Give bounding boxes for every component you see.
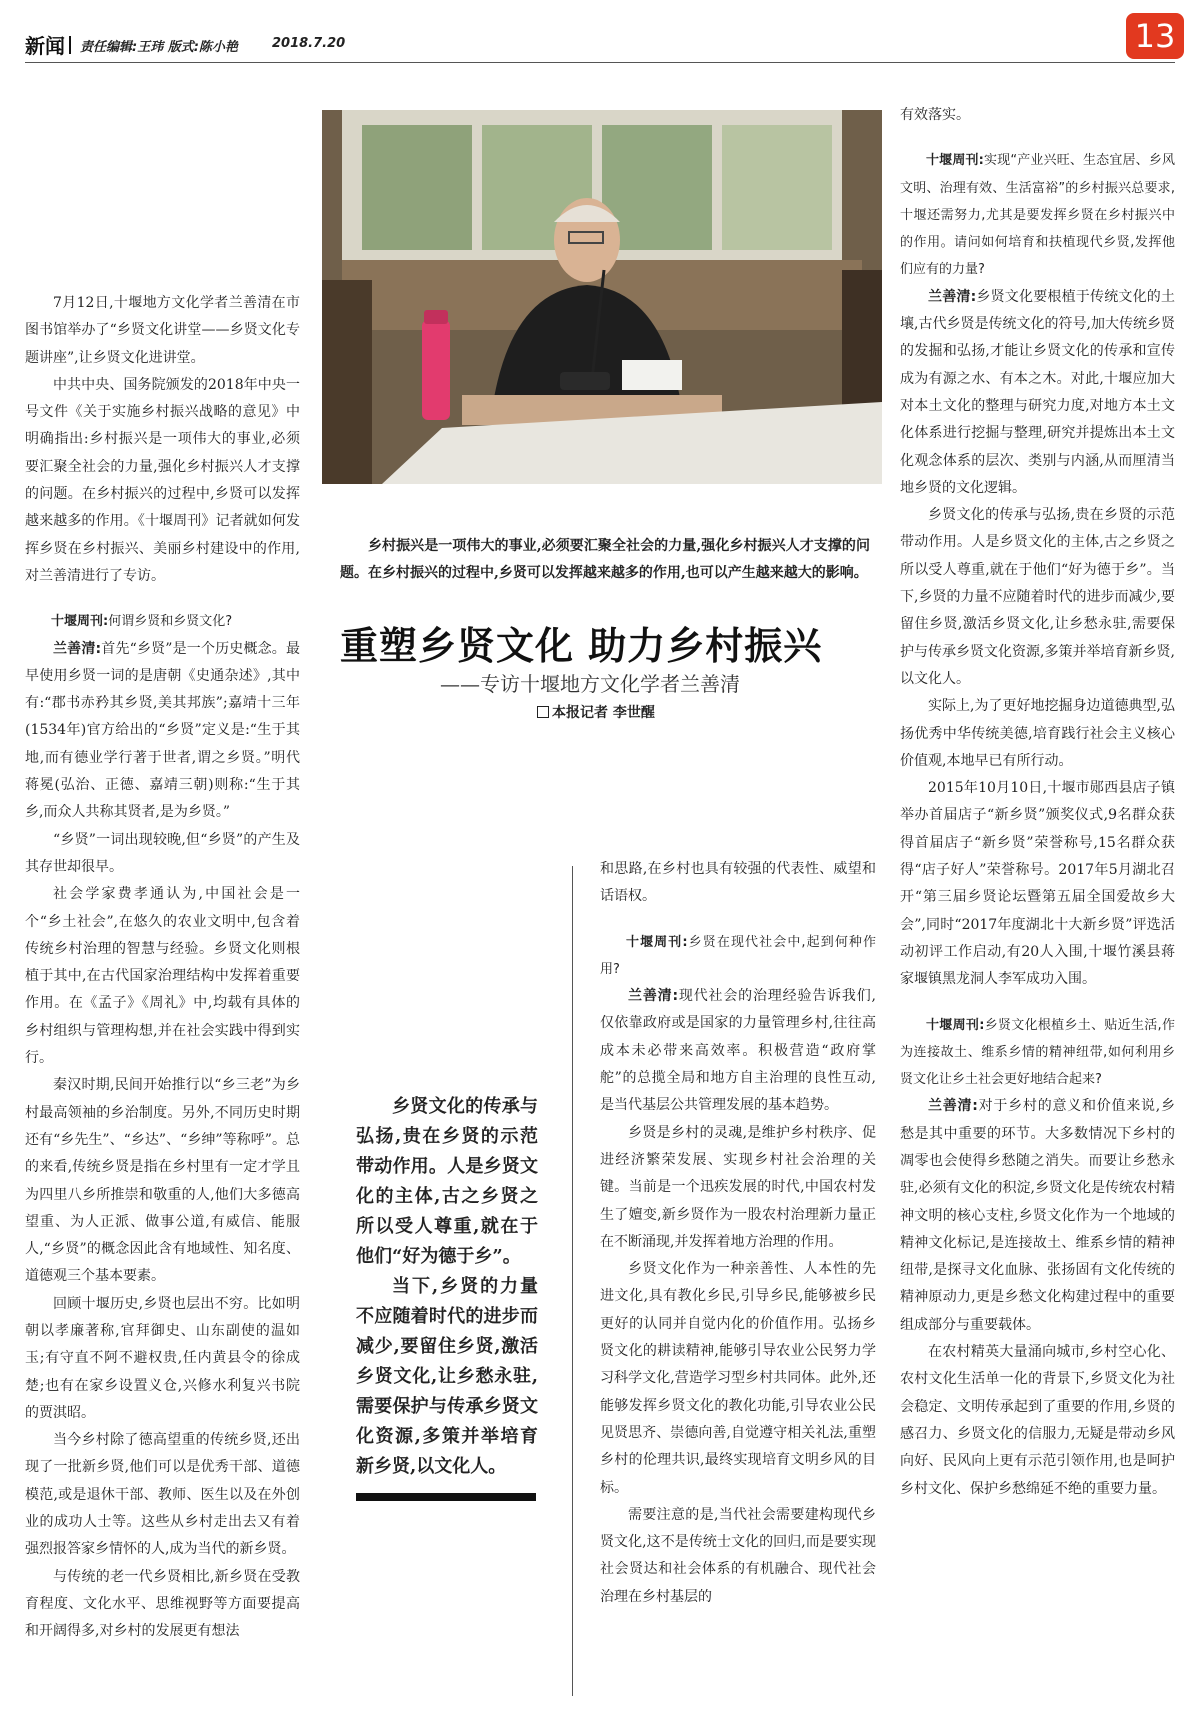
- interview-answer: [600, 983, 876, 1119]
- interview-question: [25, 608, 300, 635]
- section-name: 新闻: [25, 34, 65, 58]
- byline-box-icon: [537, 706, 549, 718]
- issue-date: 2018.7.20: [272, 36, 346, 51]
- column-divider: [572, 866, 573, 1696]
- question-text: 乡贤在现代社会中,起到何种作用?: [600, 934, 876, 977]
- question-text: 何谓乡贤和乡贤文化?: [108, 614, 233, 630]
- article-column-1: [25, 290, 300, 1646]
- interview-question: [600, 929, 876, 984]
- question-label: 十堰周刊:: [926, 153, 984, 169]
- byline: [537, 702, 655, 722]
- question-text: 乡贤文化根植乡土、贴近生活,作为连接故土、维系乡情的精神纽带,如何利用乡贤文化让乡土社会更好地结合起来?: [900, 1017, 1175, 1088]
- answer-label: 兰善清:: [928, 1098, 978, 1115]
- article-column-2: [600, 856, 876, 1611]
- question-label: 十堰周刊:: [51, 614, 109, 630]
- article-subtitle: ——专访十堰地方文化学者兰善清: [440, 672, 740, 696]
- answer-label: 兰善清:: [928, 288, 977, 305]
- answer-text: 乡贤文化要根植于传统文化的土壤,古代乡贤是传统文化的符号,加大传统乡贤的发掘和弘扬,才能让乡贤文化的传承和宣传成为有源之水、有本之木。对此,十堰应加大对本土文化的整理与研究力度,对地方本土文化体系进行挖掘与整理,研究并提炼出本土文化观念体系的层次、类别与内涵,从而厘清当地乡贤的文化逻辑。: [900, 288, 1175, 496]
- question-text: 实现“产业兴旺、生态宜居、乡风文明、治理有效、生活富裕”的乡村振兴总要求,十堰还需努力,尤其是要发挥乡贤在乡村振兴中的作用。请问如何培育和扶植现代乡贤,发挥他们应有的力量?: [900, 153, 1175, 278]
- interview-answer: [900, 284, 1175, 502]
- body-paragraph: 乡贤是乡村的灵魂,是维护乡村秩序、促进经济繁荣发展、实现乡村社会治理的关键。当前是一个迅疾发展的时代,中国农村发生了嬗变,新乡贤作为一股农村治理新力量正在不断涌现,并发挥着地方治理的作用。: [600, 1124, 876, 1250]
- pull-quote: [356, 1092, 538, 1482]
- page-number-badge: 13: [1126, 13, 1184, 59]
- interview-question: [900, 147, 1175, 283]
- interview-answer: [900, 1093, 1175, 1339]
- article-column-3: [900, 102, 1175, 1503]
- body-paragraph: 当今乡村除了德高望重的传统乡贤,还出现了一批新乡贤,他们可以是优秀干部、道德模范,或是退休干部、教师、医生以及在外创业的成功人士等。这些从乡村走出去又有着强烈报答家乡情怀的人,成为当代的新乡贤。: [25, 1432, 300, 1558]
- answer-text: 首先“乡贤”是一个历史概念。最早使用乡贤一词的是唐朝《史通杂述》,其中有:“郡书赤矜其乡贤,美其邦族”;嘉靖十三年(1534年)官方给出的“乡贤”定义是:“生于其地,而有德业学行著于世者,谓之乡贤。”明代蒋冕(弘治、正德、嘉靖三朝)则称:“生于其乡,而众人共称其贤者,是为乡贤。”: [25, 640, 300, 821]
- continued-paragraph: 和思路,在乡村也具有较强的代表性、威望和话语权。: [600, 861, 876, 905]
- photo-illustration: [322, 110, 882, 484]
- pull-quote-bar: [356, 1493, 536, 1501]
- body-paragraph: 需要注意的是,当代社会需要建构现代乡贤文化,这不是传统士文化的回归,而是要实现社会贤达和社会体系的有机融合、现代社会治理在乡村基层的: [600, 1506, 876, 1605]
- body-paragraph: 社会学家费孝通认为,中国社会是一个“乡土社会”,在悠久的农业文明中,包含着传统乡村治理的智慧与经验。乡贤文化则根植于其中,在古代国家治理结构中发挥着重要作用。在《孟子》《周礼》中,均载有具体的乡村组织与管理构想,并在社会实践中得到实行。: [25, 886, 300, 1067]
- interview-answer: [25, 636, 300, 827]
- answer-text: 现代社会的治理经验告诉我们,仅依靠政府或是国家的力量管理乡村,往往高成本未必带来高效率。积极营造“政府掌舵”的总揽全局和地方自主治理的良性互动,是当代基层公共管理发展的基本趋势。: [600, 988, 876, 1114]
- byline-text: 本报记者 李世醒: [552, 705, 655, 721]
- body-paragraph: 实际上,为了更好地挖掘身边道德典型,弘扬优秀中华传统美德,培育践行社会主义核心价值观,本地早已有所行动。: [900, 698, 1175, 769]
- pull-quote-paragraph: 乡贤文化的传承与弘扬,贵在乡贤的示范带动作用。人是乡贤文化的主体,古之乡贤之所以受人尊重,就在于他们“好为德于乡”。: [356, 1096, 538, 1267]
- header-divider: [69, 36, 71, 54]
- question-label: 十堰周刊:: [926, 1017, 985, 1033]
- intro-paragraph: 7月12日,十堰地方文化学者兰善清在市图书馆举办了“乡贤文化讲堂——乡贤文化专题讲座”,让乡贤文化进讲堂。: [25, 295, 300, 366]
- article-headline: 重塑乡贤文化 助力乡村振兴: [340, 623, 823, 668]
- answer-text: 对于乡村的意义和价值来说,乡愁是其中重要的环节。大多数情况下乡村的凋零也会使得乡愁随之消失。而要让乡愁永驻,必须有文化的积淀,乡贤文化是传统农村精神文明的核心支柱,乡贤文化作为一个地域的精神文化标记,是连接故土、维系乡情的精神纽带,是探寻文化血脉、张扬固有文化传统的精神原动力,更是乡愁文化构建过程中的重要组成部分与重要载体。: [900, 1098, 1175, 1333]
- body-paragraph: 秦汉时期,民间开始推行以“乡三老”为乡村最高领袖的乡治制度。另外,不同历史时期还有“乡先生”、“乡达”、“乡绅”等称呼”。总的来看,传统乡贤是指在乡村里有一定才学且为四里八乡所推崇和敬重的人,他们大多德高望重、为人正派、做事公道,有威信、能服人,“乡贤”的概念因此含有地域性、知名度、道德观三个基本要素。: [25, 1077, 300, 1285]
- pull-quote-paragraph: 当下,乡贤的力量不应随着时代的进步而减少,要留住乡贤,激活乡贤文化,让乡愁永驻,需要保护与传承乡贤文化资源,多策并举培育新乡贤,以文化人。: [356, 1276, 538, 1477]
- body-paragraph: 与传统的老一代乡贤相比,新乡贤在受教育程度、文化水平、思维视野等方面要提高和开阔得多,对乡村的发展更有想法: [25, 1568, 300, 1640]
- body-paragraph: 回顾十堰历史,乡贤也层出不穷。比如明朝以孝廉著称,官拜御史、山东副使的温如玉;有守直不阿不避权贵,任内黄县令的徐成楚;也有在家乡设置义仓,兴修水利复兴书院的贾淇昭。: [25, 1295, 300, 1421]
- body-paragraph: 乡贤文化的传承与弘扬,贵在乡贤的示范带动作用。人是乡贤文化的主体,古之乡贤之所以受人尊重,就在于他们“好为德于乡”。当下,乡贤的力量不应随着时代的进步而减少,要留住乡贤,激活乡贤文化,让乡愁永驻,需要保护与传承乡贤文化资源,多策并举培育新乡贤,以文化人。: [900, 507, 1175, 687]
- continued-paragraph: 有效落实。: [900, 107, 970, 123]
- answer-label: 兰善清:: [53, 640, 102, 657]
- header-rule: [25, 62, 1175, 63]
- intro-paragraph: 中共中央、国务院颁发的2018年中央一号文件《关于实施乡村振兴战略的意见》中明确指出:乡村振兴是一项伟大的事业,必须要汇聚全社会的力量,强化乡村振兴人才支撑的问题。在乡村振兴的过程中,乡贤可以发挥越来越多的作用。《十堰周刊》记者就如何发挥乡贤在乡村振兴、美丽乡村建设中的作用,对兰善清进行了专访。: [25, 376, 300, 584]
- article-lead: 乡村振兴是一项伟大的事业,必须要汇聚全社会的力量,强化乡村振兴人才支撑的问题。在乡村振兴的过程中,乡贤可以发挥越来越多的作用,也可以产生越来越大的影响。: [340, 538, 870, 581]
- body-paragraph: “乡贤”一词出现较晚,但“乡贤”的产生及其存世却很早。: [25, 831, 300, 875]
- body-paragraph: 乡贤文化作为一种亲善性、人本性的先进文化,具有教化乡民,引导乡民,能够被乡民更好的认同并自觉内化的价值作用。弘扬乡贤文化的耕读精神,能够引导农业公民努力学习科学文化,营造学习型乡村共同体。此外,还能够发挥乡贤文化的教化功能,引导农业公民见贤思齐、崇德向善,自觉遵守相关礼法,重塑乡村的伦理共识,最终实现培育文明乡风的目标。: [600, 1261, 876, 1496]
- answer-label: 兰善清:: [628, 988, 679, 1005]
- interview-photo: [322, 110, 882, 484]
- interview-question: [900, 1012, 1175, 1094]
- editor-credits: 责任编辑:王玮 版式:陈小艳: [80, 40, 238, 55]
- body-paragraph: 2015年10月10日,十堰市郧西县店子镇举办首届店子“新乡贤”颁奖仪式,9名群众获得首届店子“新乡贤”荣誉称号,15名群众获得“店子好人”荣誉称号。2017年5月湖北召开“第三届乡贤论坛暨第五届全国爱故乡大会”,同时“2017年度湖北十大新乡贤”评选活动初评工作启动,有20人入围,十堰竹溪县蒋家堰镇黑龙洞人李军成功入围。: [900, 780, 1175, 988]
- body-paragraph: 在农村精英大量涌向城市,乡村空心化、农村文化生活单一化的背景下,乡贤文化为社会稳定、文明传承起到了重要的作用,乡贤的感召力、乡贤文化的信服力,无疑是带动乡风向好、民风向上更有示范引领作用,也是呵护乡村文化、保护乡愁绵延不绝的重要力量。: [900, 1344, 1175, 1497]
- question-label: 十堰周刊:: [626, 934, 688, 950]
